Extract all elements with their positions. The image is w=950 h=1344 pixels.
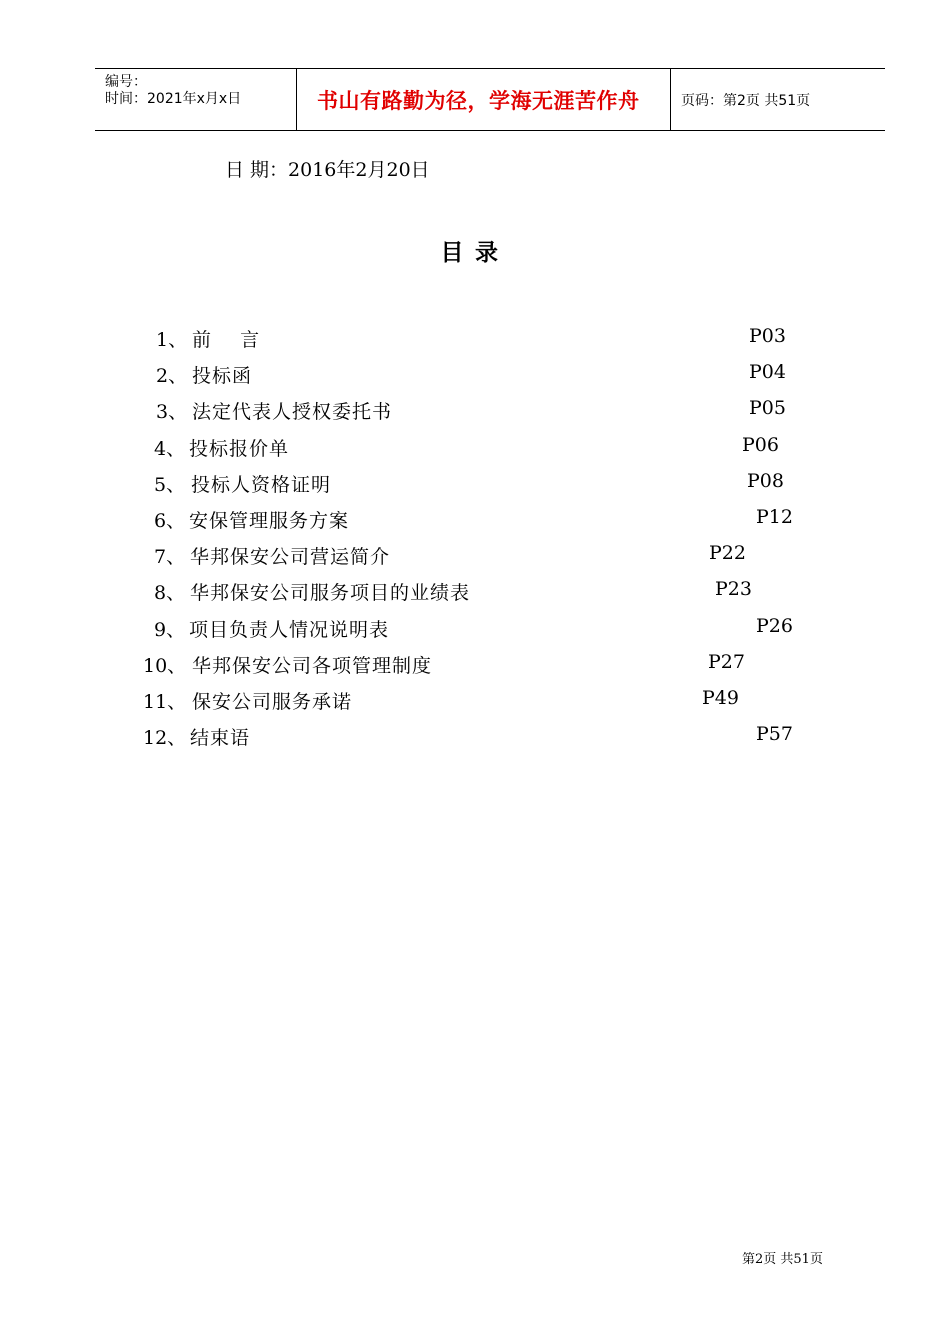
- header-id-label: 编号：: [105, 74, 147, 90]
- toc-entry-label: 投标函: [192, 365, 253, 388]
- toc-entry: [0, 723, 950, 753]
- toc-entry-label: 投标报价单: [189, 437, 290, 460]
- toc-entry-number: 7、: [154, 546, 186, 569]
- header-time-label: 时间：2021年x月x日: [105, 91, 242, 107]
- toc-entry-page: P08: [747, 469, 784, 492]
- toc-entry: [0, 397, 950, 427]
- toc-entry-label: 华邦保安公司各项管理制度: [192, 654, 433, 677]
- toc-entry-label: 安保管理服务方案: [189, 510, 350, 532]
- toc-entry-page: P26: [756, 614, 793, 637]
- toc-entry-label: 项目负责人情况说明表: [189, 618, 390, 641]
- toc-entry: [0, 615, 950, 645]
- toc-entry-page: P04: [749, 361, 786, 384]
- toc-entry: [0, 687, 950, 717]
- toc-entry-number: 4、: [154, 437, 186, 460]
- toc-entry-label: 投标人资格证明: [191, 473, 332, 496]
- toc-entry-label: 法定代表人授权委托书: [192, 401, 393, 424]
- header-page-label: 页码：第2页 共51页: [681, 93, 811, 109]
- toc-entry-page: P49: [702, 687, 739, 709]
- toc-entry: [0, 361, 950, 391]
- toc-entry-page: P03: [749, 325, 786, 347]
- toc-entry: [0, 578, 950, 608]
- toc-entry-label: 华邦保安公司营运简介: [190, 546, 391, 569]
- toc-entry-number: 5、: [154, 473, 186, 496]
- toc-entry-page: P57: [756, 723, 793, 746]
- toc-entry-number: 1、: [156, 329, 188, 351]
- toc-entry: [0, 325, 950, 355]
- toc-entry-label: 保安公司服务承诺: [192, 691, 353, 713]
- toc-entry: [0, 506, 950, 536]
- toc-entry-number: 10、: [143, 654, 187, 677]
- toc-entry-page: P27: [708, 650, 745, 673]
- toc-entry: [0, 470, 950, 500]
- toc-entry: [0, 434, 950, 464]
- toc-entry-label: 华邦保安公司服务项目的业绩表: [190, 582, 471, 605]
- toc-entry-page: P05: [749, 397, 786, 420]
- toc-title: 目录: [440, 240, 510, 266]
- toc-entry-label: 前 言: [192, 329, 261, 351]
- toc-entry-number: 8、: [154, 582, 186, 605]
- toc-entry-page: P12: [756, 506, 793, 528]
- toc-entry-page: P23: [715, 578, 752, 601]
- toc-entry-number: 11、: [143, 691, 187, 713]
- toc-entry-number: 6、: [154, 510, 186, 532]
- header-motto: 书山有路勤为径，学海无涯苦作舟: [317, 89, 640, 113]
- document-date: 日 期：2016年2月20日: [225, 159, 430, 181]
- toc-entry-label: 结束语: [190, 727, 251, 750]
- toc-entry-number: 3、: [156, 401, 188, 424]
- toc-entry-number: 12、: [143, 727, 187, 750]
- toc-entry: [0, 542, 950, 572]
- toc-entry-page: P22: [709, 542, 746, 565]
- toc-entry-number: 2、: [156, 365, 188, 388]
- toc-entry: [0, 651, 950, 681]
- toc-entry-number: 9、: [154, 618, 186, 641]
- page-footer: 第2页 共51页: [742, 1252, 823, 1267]
- toc-entry-page: P06: [742, 433, 779, 456]
